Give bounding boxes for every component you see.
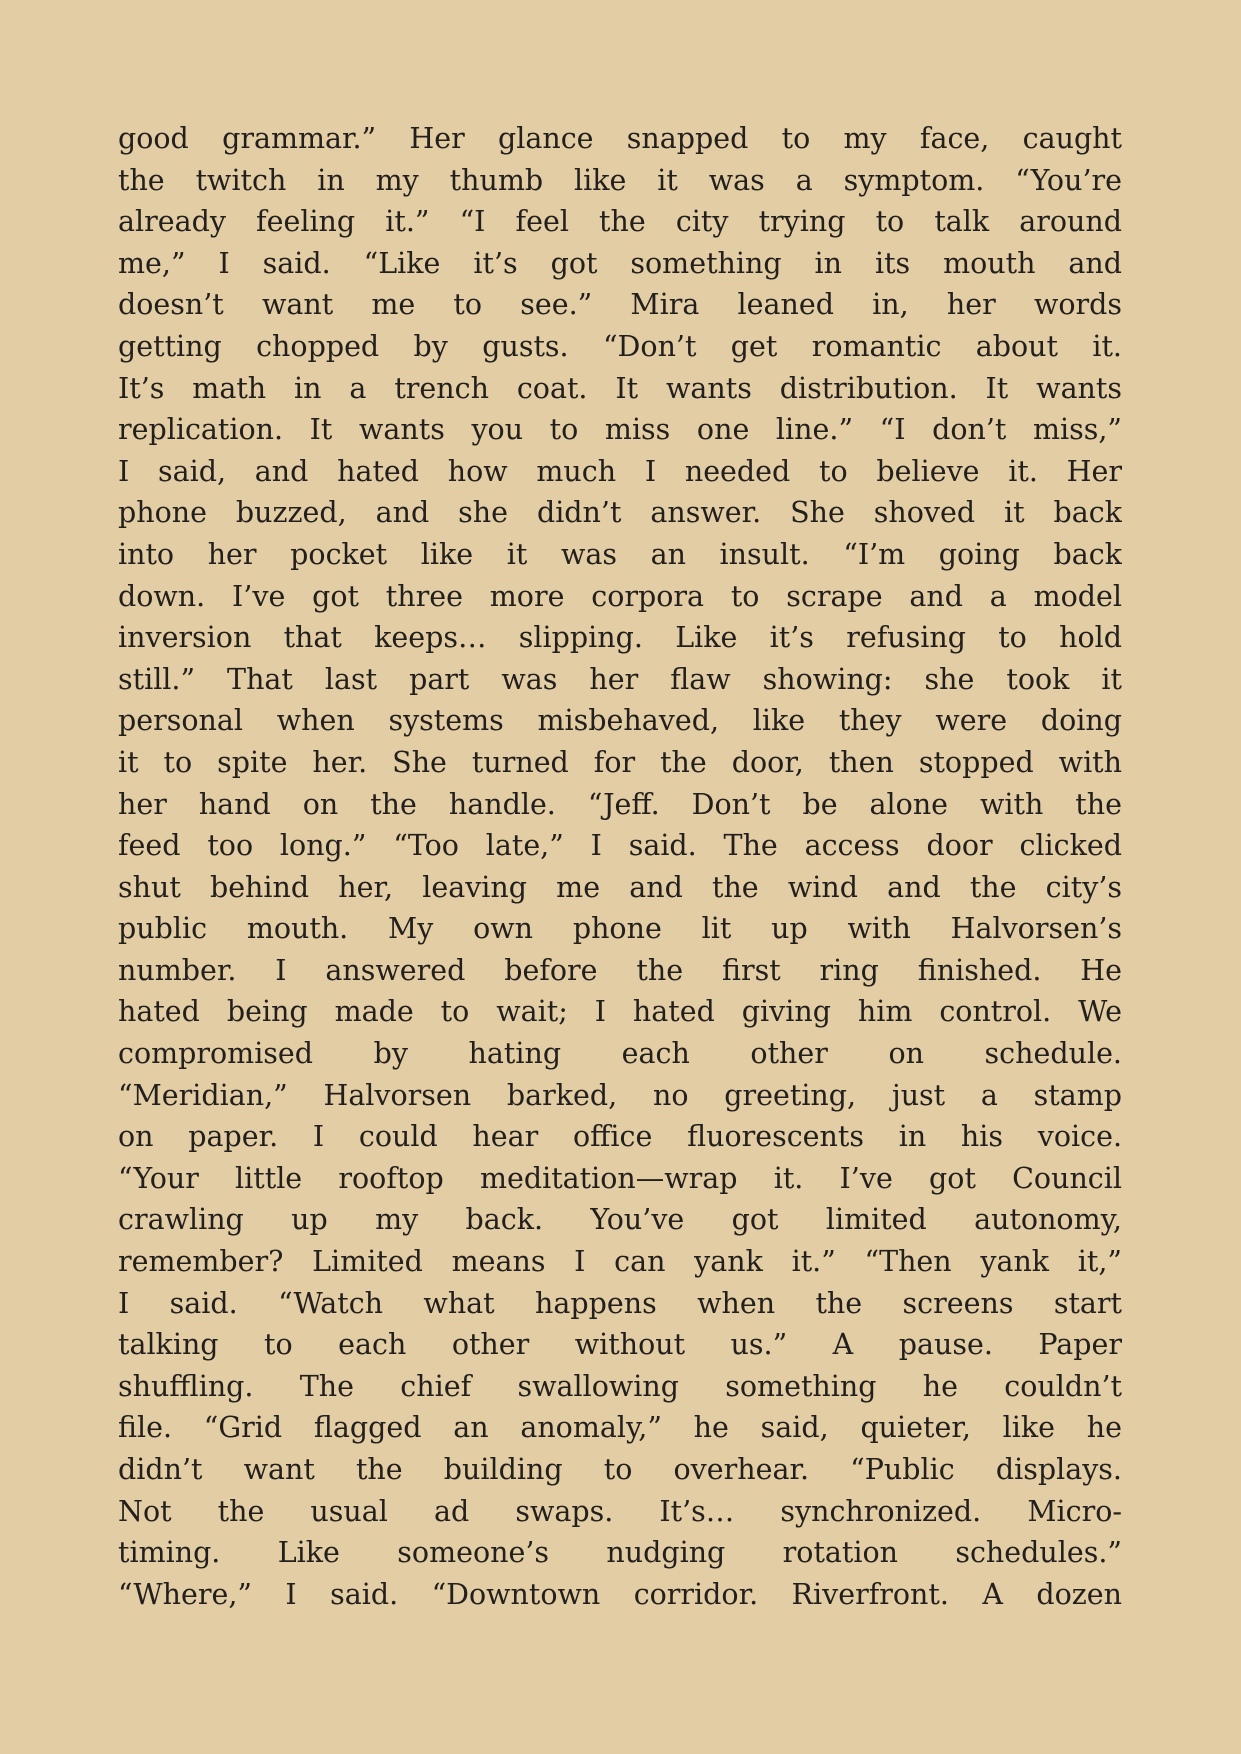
text-line: down. I’ve got three more corpora to scrape and a model <box>118 579 1122 613</box>
text-line: personal when systems misbehaved, like they were doing <box>118 704 1122 738</box>
text-line: me,” I said. “Like it’s got something in its mouth and <box>118 246 1122 280</box>
text-line: into her pocket like it was an insult. “I’m going back <box>118 537 1122 571</box>
text-line: inversion that keeps… slipping. Like it’s refusing to hold <box>118 621 1122 655</box>
text-line: hated being made to wait; I hated giving him control. We <box>118 995 1122 1029</box>
text-line: on paper. I could hear office fluorescents in his voice. <box>118 1120 1122 1154</box>
text-line: compromised by hating each other on schedule. <box>118 1037 1122 1071</box>
text-line: talking to each other without us.” A pause. Paper <box>118 1328 1122 1362</box>
text-line: shut behind her, leaving me and the wind and the city’s <box>118 870 1122 904</box>
page-body-text <box>118 118 1122 1615</box>
text-line: I said. “Watch what happens when the screens start <box>118 1286 1122 1320</box>
text-line: file. “Grid flagged an anomaly,” he said, quieter, like he <box>118 1411 1122 1445</box>
text-line: didn’t want the building to overhear. “Public displays. <box>118 1453 1122 1486</box>
text-line: “Meridian,” Halvorsen barked, no greeting, just a stamp <box>118 1078 1122 1112</box>
text-line: Not the usual ad swaps. It’s… synchronized. Micro- <box>118 1494 1122 1528</box>
text-line: good grammar.” Her glance snapped to my face, caught <box>118 122 1122 155</box>
text-line: number. I answered before the first ring finished. He <box>118 953 1122 987</box>
text-line: still.” That last part was her flaw showing: she took it <box>118 662 1122 696</box>
text-line: I said, and hated how much I needed to believe it. Her <box>118 454 1122 488</box>
text-line: the twitch in my thumb like it was a symptom. “You’re <box>118 163 1122 197</box>
text-line: shuffling. The chief swallowing something he couldn’t <box>118 1369 1122 1403</box>
text-line: It’s math in a trench coat. It wants distribution. It wants <box>118 371 1122 405</box>
text-line: timing. Like someone’s nudging rotation schedules.” <box>118 1536 1122 1570</box>
text-line: replication. It wants you to miss one line.” “I don’t miss,” <box>118 413 1122 447</box>
text-line: phone buzzed, and she didn’t answer. She shoved it back <box>118 496 1122 530</box>
text-line: remember? Limited means I can yank it.” “Then yank it,” <box>118 1245 1122 1279</box>
text-line: doesn’t want me to see.” Mira leaned in, her words <box>118 288 1122 322</box>
text-line: her hand on the handle. “Jeff. Don’t be alone with the <box>118 787 1122 821</box>
text-line: it to spite her. She turned for the door, then stopped with <box>118 745 1122 779</box>
text-line: public mouth. My own phone lit up with Halvorsen’s <box>118 912 1122 946</box>
text-line: feed too long.” “Too late,” I said. The access door clicked <box>118 829 1122 863</box>
text-line: getting chopped by gusts. “Don’t get romantic about it. <box>118 329 1122 363</box>
text-line: “Your little rooftop meditation—wrap it. I’ve got Council <box>118 1161 1122 1195</box>
text-line: crawling up my back. You’ve got limited autonomy, <box>118 1203 1122 1237</box>
text-line: already feeling it.” “I feel the city trying to talk around <box>118 205 1122 239</box>
text-line: “Where,” I said. “Downtown corridor. Riverfront. A dozen <box>118 1577 1122 1611</box>
